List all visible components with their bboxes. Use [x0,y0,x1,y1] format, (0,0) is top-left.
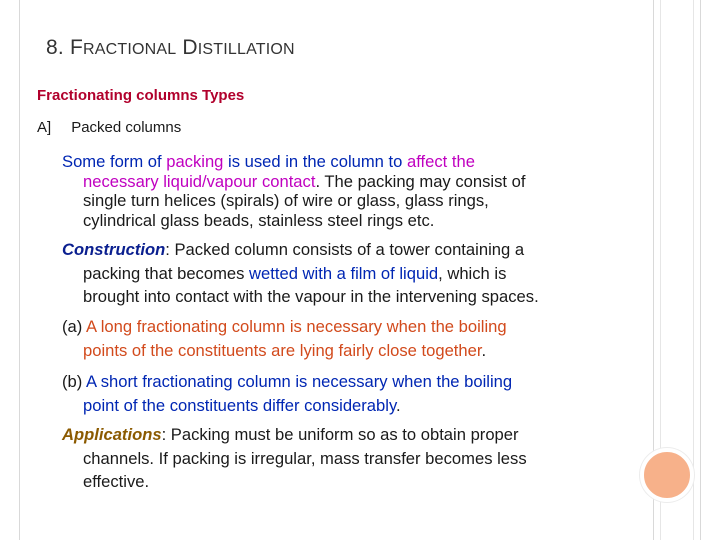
p2-c: wetted with a film of liquid [249,263,439,283]
p1-c: is used in the column to [223,152,407,171]
paragraph-short-column [62,370,642,417]
p3-c: . [481,340,487,360]
title-word2-rest: ISTILLATION [197,41,295,58]
p2-a: : Packed column consists of a tower containing a [165,240,525,259]
paragraph-construction [62,238,642,309]
p1-a: Some form of [62,152,167,171]
title-word2-cap: D [182,36,198,59]
title-word1-cap: F [69,36,83,59]
p2-term: Construction [62,240,166,259]
p4-label: (b) [62,372,86,391]
p3-b: points of the constituents are lying fairly close together [83,340,482,360]
p5-c: effective. [83,472,150,491]
p4-b: point of the constituents differ considerably [83,395,397,415]
p3-a: A long fractionating column is necessary when the boiling [85,317,507,336]
title-word1-rest: RACTIONAL [82,41,177,58]
p1-f: . The packing may consist of [315,171,526,191]
p1-h: cylindrical glass beads, stainless steel rings etc. [83,210,435,230]
paragraph-packing [62,152,642,230]
p1-g: single turn helices (spirals) of wire or glass, glass rings, [83,191,489,211]
p5-b: channels. If packing is irregular, mass transfer becomes less [83,448,527,468]
slide-title [46,36,295,60]
p3-label: (a) [62,317,86,336]
p1-d: affect the [406,152,475,171]
section-heading [37,119,181,136]
p2-d: , which is [438,263,507,283]
p2-e: brought into contact with the vapour in the intervening spaces. [83,287,539,306]
paragraph-long-column [62,315,642,362]
p1-b: packing [166,152,224,171]
section-label: A] [37,119,52,136]
section-subtitle: Fractionating columns Types [37,87,245,104]
section-text: Packed columns [71,119,182,136]
p4-a: A short fractionating column is necessary when the boiling [85,372,513,391]
p4-c: . [396,395,401,415]
paragraph-applications [62,423,642,494]
p1-e: necessary liquid/vapour contact [83,171,316,191]
decorative-circle [640,448,694,502]
p2-b: packing that becomes [83,263,250,283]
p5-a: : Packing must be uniform so as to obtain proper [161,425,519,444]
p5-term: Applications [62,425,162,444]
title-number: 8. [46,36,70,59]
left-divider [19,0,20,540]
